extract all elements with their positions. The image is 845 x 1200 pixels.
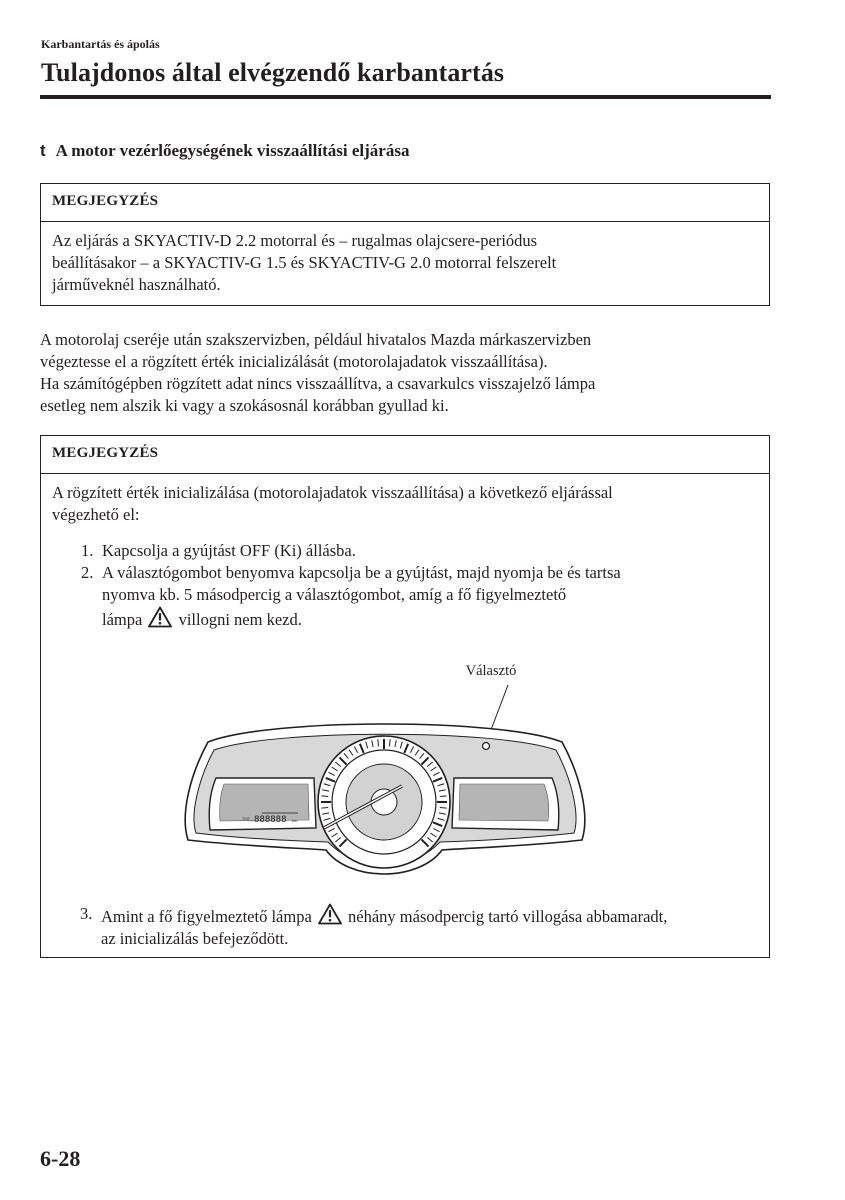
warning-triangle-icon [148,606,172,628]
paragraph-line: A motorolaj cseréje után szakszervizben, például hivatalos Mazda márkaszervizben [40,330,592,349]
selector-label: Választó [465,663,517,679]
step-text: Amint a fő figyelmeztető lámpa [101,907,312,926]
instrument-cluster-figure [170,650,600,880]
breadcrumb: Karbantartás és ápolás [41,37,160,51]
paragraph-line: Ha számítógépben rögzített adat nincs visszaállítva, a csavarkulcs visszajelző lámpa [40,374,596,393]
speedometer-tick [440,796,447,797]
speedometer-tick [321,807,328,808]
note-line: beállításakor – a SKYACTIV-G 1.5 és SKYACTIV-G 2.0 motorral felszerelt [52,253,557,272]
step-number: 2. [81,563,94,582]
speedometer-tick [321,796,328,797]
note-intro-line: végezhető el: [52,505,140,524]
section-heading [40,141,409,161]
trip-label: TRIP [242,817,250,821]
step-text: villogni nem kezd. [178,610,302,629]
page-number: 6-28 [40,1146,81,1171]
note-body [41,474,769,631]
odometer-display: 888888 [254,815,287,825]
body-paragraph [40,329,780,417]
step-text: lámpa [102,610,143,629]
step-text: nyomva kb. 5 másodpercig a választógombot, amíg a fő figyelmeztető [102,585,567,604]
odometer-unit: km [292,818,298,823]
step-text: néhány másodpercig tartó villogása abbamaradt, [348,907,668,926]
step-number: 1. [81,541,94,560]
step-1 [52,540,758,562]
step-number: 3. [80,904,93,923]
steps-list [52,540,758,631]
warning-triangle-icon [318,903,342,925]
right-display-screen [459,784,549,821]
note-label: MEGJEGYZÉS [41,436,769,474]
note-body [41,222,769,296]
section-bullet: t [40,141,46,160]
step-3 [51,903,771,950]
speedometer-tick [440,807,447,808]
note-label: MEGJEGYZÉS [41,184,769,222]
note-box-1 [40,183,770,306]
step-2 [52,562,758,631]
title-divider [40,95,771,99]
speedometer-tick [389,739,390,746]
note-line: járműveknél használható. [52,275,221,294]
page-title: Tulajdonos által elvégzendő karbantartás [41,58,505,87]
paragraph-line: végeztesse el a rögzített érték inicializálását (motorolajadatok visszaállítása). [40,352,548,371]
speedometer-tick [378,739,379,746]
note-line: Az eljárás a SKYACTIV-D 2.2 motorral és – rugalmas olajcsere-periódus [52,231,538,250]
step-text: az inicializálás befejeződött. [101,929,289,948]
note-intro-line: A rögzített érték inicializálása (motorolajadatok visszaállítása) a következő eljárással [52,483,613,502]
step-text: A választógombot benyomva kapcsolja be a gyújtást, majd nyomja be és tartsa [102,563,621,582]
step-text: Kapcsolja a gyújtást OFF (Ki) állásba. [102,541,356,560]
section-heading-text: A motor vezérlőegységének visszaállítási eljárása [55,141,410,160]
paragraph-line: esetleg nem alszik ki vagy a szokásosnál korábban gyullad ki. [40,396,449,415]
selector-knob[interactable] [483,743,490,750]
